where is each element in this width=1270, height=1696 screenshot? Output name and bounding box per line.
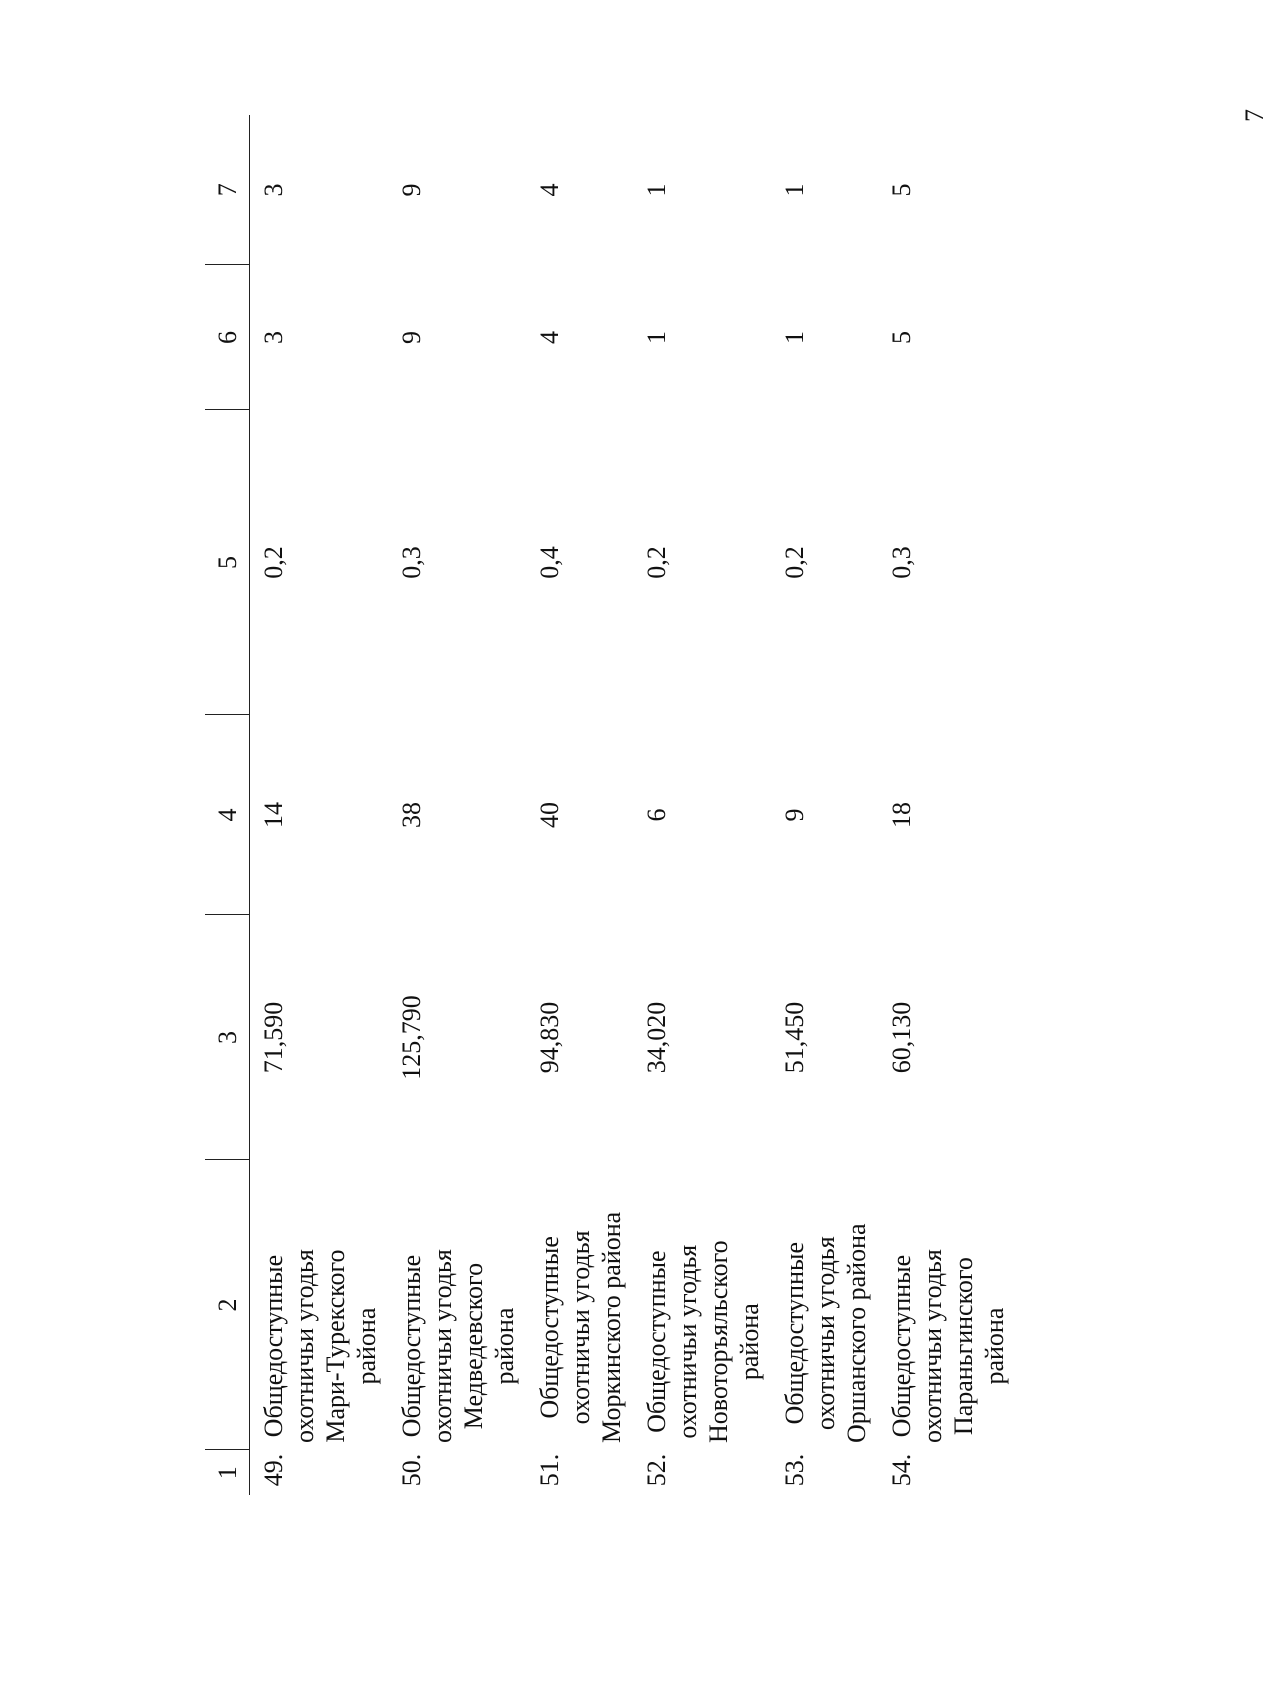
cell-col6: 3 — [259, 331, 288, 344]
cell-col6: 1 — [780, 331, 809, 344]
cell-col4: 38 — [397, 802, 426, 828]
row-number: 54. — [887, 1453, 916, 1487]
row-number: 51. — [535, 1453, 564, 1487]
table-row — [633, 115, 771, 1495]
table-row — [250, 115, 389, 1495]
row-name-line: охотничьи угодья — [673, 1244, 702, 1439]
row-name — [641, 1240, 765, 1443]
table-row — [878, 115, 1016, 1495]
column-header-1: 1 — [205, 1450, 250, 1495]
cell-col3: 71,590 — [259, 1001, 288, 1074]
row-name-cell — [633, 1160, 771, 1495]
row-name — [534, 1212, 627, 1443]
row-name-line: Медведевского — [459, 1262, 488, 1430]
row-name-line: охотничьи угодья — [918, 1249, 947, 1443]
row-name-line: района — [735, 1303, 764, 1381]
row-name-line: Оршанского района — [842, 1223, 871, 1443]
row-name — [396, 1249, 520, 1443]
cell-col7: 9 — [397, 183, 426, 197]
cell-col5: 0,2 — [642, 546, 671, 579]
cell-col5: 0,3 — [397, 546, 426, 579]
cell-col3: 60,130 — [887, 1001, 916, 1074]
column-number-header-row — [205, 115, 250, 1495]
table-row — [771, 115, 878, 1495]
cell-col4: 9 — [780, 808, 809, 822]
cell-col3: 125,790 — [397, 995, 426, 1080]
row-name-cell — [878, 1160, 1016, 1495]
column-header-5: 5 — [205, 410, 250, 715]
row-name-line: района — [980, 1307, 1009, 1385]
cell-col4: 40 — [535, 802, 564, 828]
cell-col3: 94,830 — [535, 1001, 564, 1074]
cell-col7: 1 — [642, 183, 671, 197]
row-number: 50. — [397, 1453, 426, 1487]
table-row — [526, 115, 633, 1495]
row-name-line: Общедоступные — [535, 1236, 564, 1419]
cell-col4: 18 — [887, 802, 916, 828]
cell-col4: 14 — [259, 802, 288, 828]
row-name-cell — [388, 1160, 526, 1495]
column-header-2: 2 — [205, 1160, 250, 1450]
row-name — [779, 1223, 872, 1443]
cell-col7: 3 — [259, 183, 288, 197]
page-number: 7 — [1240, 109, 1269, 122]
cell-col7: 5 — [887, 183, 916, 197]
cell-col6: 1 — [642, 331, 671, 344]
row-name-line: Общедоступные — [887, 1254, 916, 1438]
column-header-7: 7 — [205, 115, 250, 265]
cell-col3: 34,020 — [642, 1001, 671, 1074]
column-header-6: 6 — [205, 265, 250, 410]
cell-col3: 51,450 — [780, 1001, 809, 1074]
row-name-cell — [250, 1160, 389, 1495]
cell-col6: 4 — [535, 331, 564, 344]
row-name-line: Моркинского района — [597, 1211, 626, 1443]
row-number: 52. — [642, 1453, 671, 1487]
row-name-line: Новоторъяльского — [704, 1240, 733, 1443]
row-name-line: района — [352, 1307, 381, 1385]
row-name-line: охотничьи угодья — [290, 1249, 319, 1443]
row-name-line: охотничьи угодья — [566, 1230, 595, 1425]
row-name-line: охотничьи угодья — [811, 1236, 840, 1431]
row-name-cell — [526, 1160, 633, 1495]
row-name-line: Общедоступные — [259, 1254, 288, 1438]
row-name-line: Общедоступные — [397, 1254, 426, 1438]
column-header-4: 4 — [205, 715, 250, 915]
table-row — [388, 115, 526, 1495]
row-name-line: Параньгинского — [949, 1257, 978, 1436]
hunting-grounds-table — [205, 115, 1016, 1495]
cell-col6: 9 — [397, 331, 426, 344]
row-name — [258, 1249, 382, 1443]
row-name — [886, 1249, 1010, 1443]
cell-col7: 1 — [780, 183, 809, 197]
cell-col5: 0,2 — [259, 546, 288, 579]
cell-col4: 6 — [642, 808, 671, 822]
row-name-line: Мари-Турекского — [321, 1249, 350, 1443]
row-name-line: Общедоступные — [642, 1250, 671, 1433]
row-name-line: охотничьи угодья — [428, 1249, 457, 1443]
row-number: 53. — [780, 1453, 809, 1487]
row-name-line: района — [490, 1307, 519, 1385]
row-name-line: Общедоступные — [780, 1241, 809, 1425]
column-header-3: 3 — [205, 915, 250, 1160]
cell-col7: 4 — [535, 183, 564, 197]
row-name-cell — [771, 1160, 878, 1495]
cell-col6: 5 — [887, 331, 916, 344]
row-number: 49. — [259, 1453, 288, 1487]
rotated-table-sheet — [205, 115, 1025, 1495]
cell-col5: 0,4 — [535, 546, 564, 579]
cell-col5: 0,3 — [887, 546, 916, 579]
cell-col5: 0,2 — [780, 546, 809, 579]
